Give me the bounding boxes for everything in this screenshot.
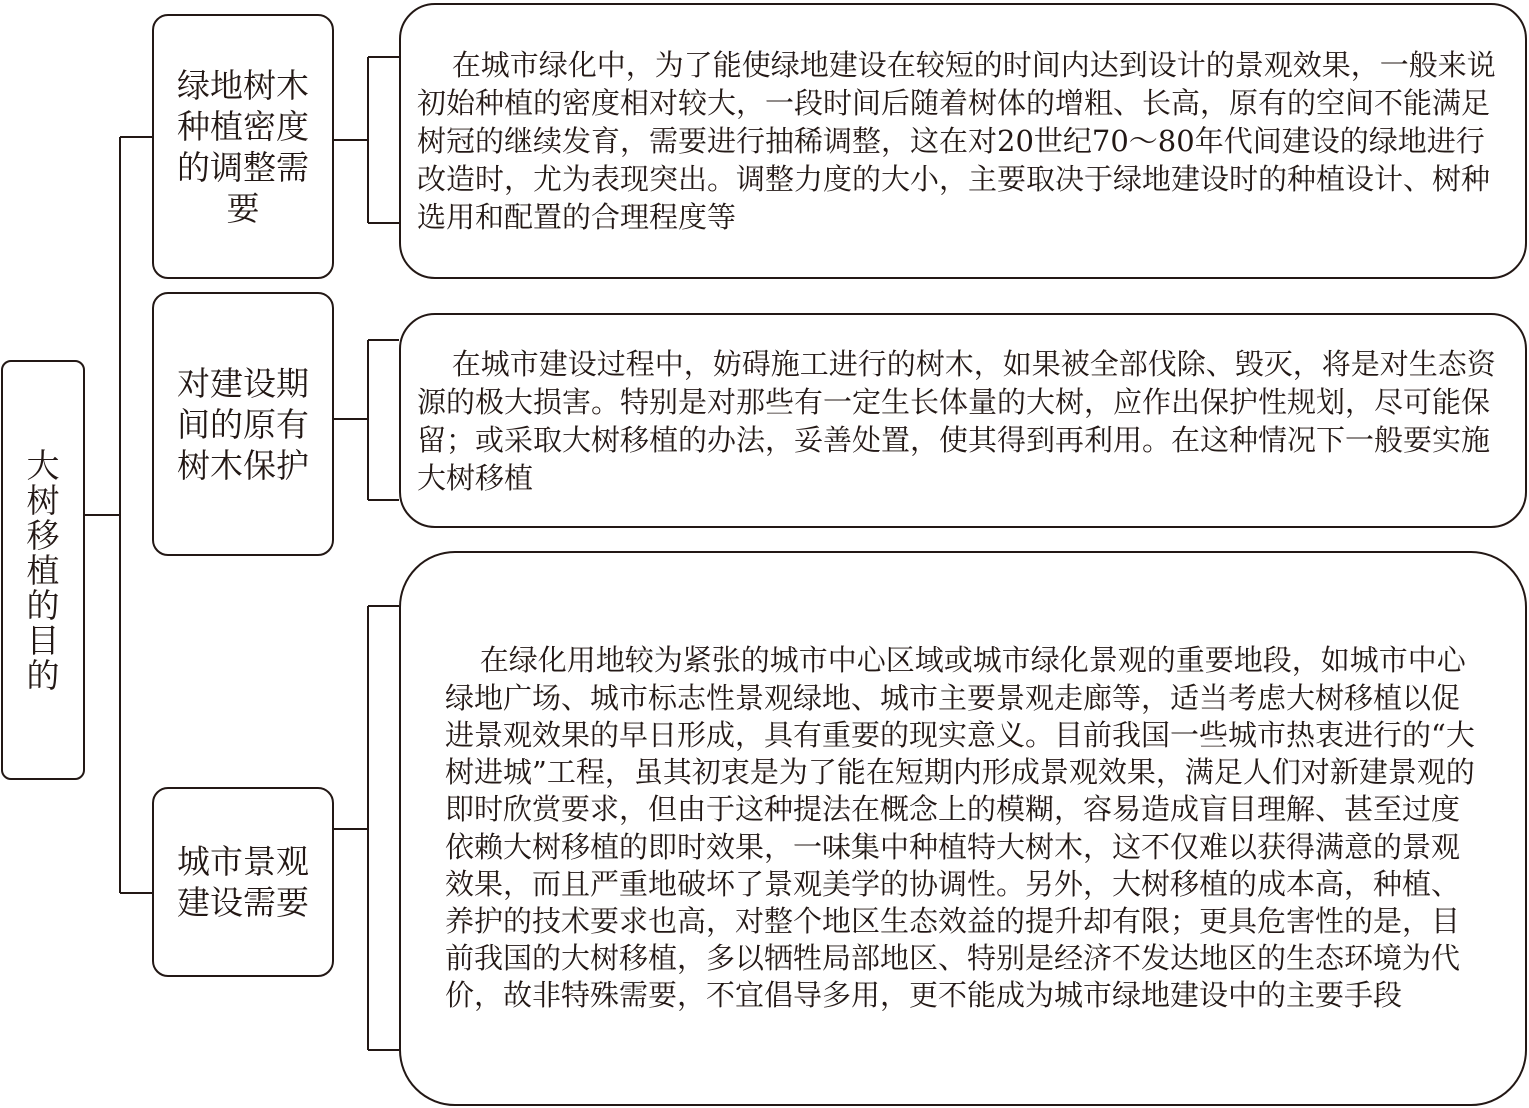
- root-label: 大树移植的目的: [26, 445, 60, 695]
- root-node: [1, 360, 85, 780]
- branch-node-protection: [152, 292, 334, 556]
- description-box-protection: [399, 313, 1527, 528]
- branch-label: 城市景观建设需要: [176, 842, 309, 922]
- branch-label: 对建设期间的原有树木保护: [176, 363, 309, 485]
- description-text: 在城市建设过程中，妨碍施工进行的树木，如果被全部伐除、毁灭，将是对生态资源的极大损害。特别是对那些有一定生长体量的大树，应作出保护性规划，尽可能保留；或采取大树移植的办法，妥善处置，使其得到再利用。在这种情况下一般要实施大树移植: [417, 346, 1496, 495]
- branch-label: 绿地树木种植密度的调整需要: [176, 65, 309, 228]
- branch-node-density: [152, 14, 334, 279]
- branch-node-landscape: [152, 787, 334, 977]
- description-box-landscape: [399, 551, 1527, 1106]
- description-box-density: [399, 3, 1527, 279]
- description-text: 在城市绿化中，为了能使绿地建设在较短的时间内达到设计的景观效果，一般来说初始种植的密度相对较大，一段时间后随着树体的增粗、长高，原有的空间不能满足树冠的继续发育，需要进行抽稀调整，这在对20世纪70～80年代间建设的绿地进行改造时，尤为表现突出。调整力度的大小，主要取决于绿地建设时的种植设计、树种选用和配置的合理程度等: [417, 48, 1496, 234]
- description-text: 在绿化用地较为紧张的城市中心区域或城市绿化景观的重要地段，如城市中心绿地广场、城市标志性景观绿地、城市主要景观走廊等，适当考虑大树移植以促进景观效果的早日形成，具有重要的现实意义。目前我国一些城市热衷进行的“大树进城”工程，虽其初衷是为了能在短期内形成景观效果，满足人们对新建景观的即时欣赏要求，但由于这种提法在概念上的模糊，容易造成盲目理解、甚至过度依赖大树移植的即时效果，一味集中种植特大树木，这不仅难以获得满意的景观效果，而且严重地破坏了景观美学的协调性。另外，大树移植的成本高，种植、养护的技术要求也高，对整个地区生态效益的提升却有限；更具危害性的是，目前我国的大树移植，多以牺牲局部地区、特别是经济不发达地区的生态环境为代价，故非特殊需要，不宜倡导多用，更不能成为城市绿地建设中的主要手段: [445, 643, 1475, 1013]
